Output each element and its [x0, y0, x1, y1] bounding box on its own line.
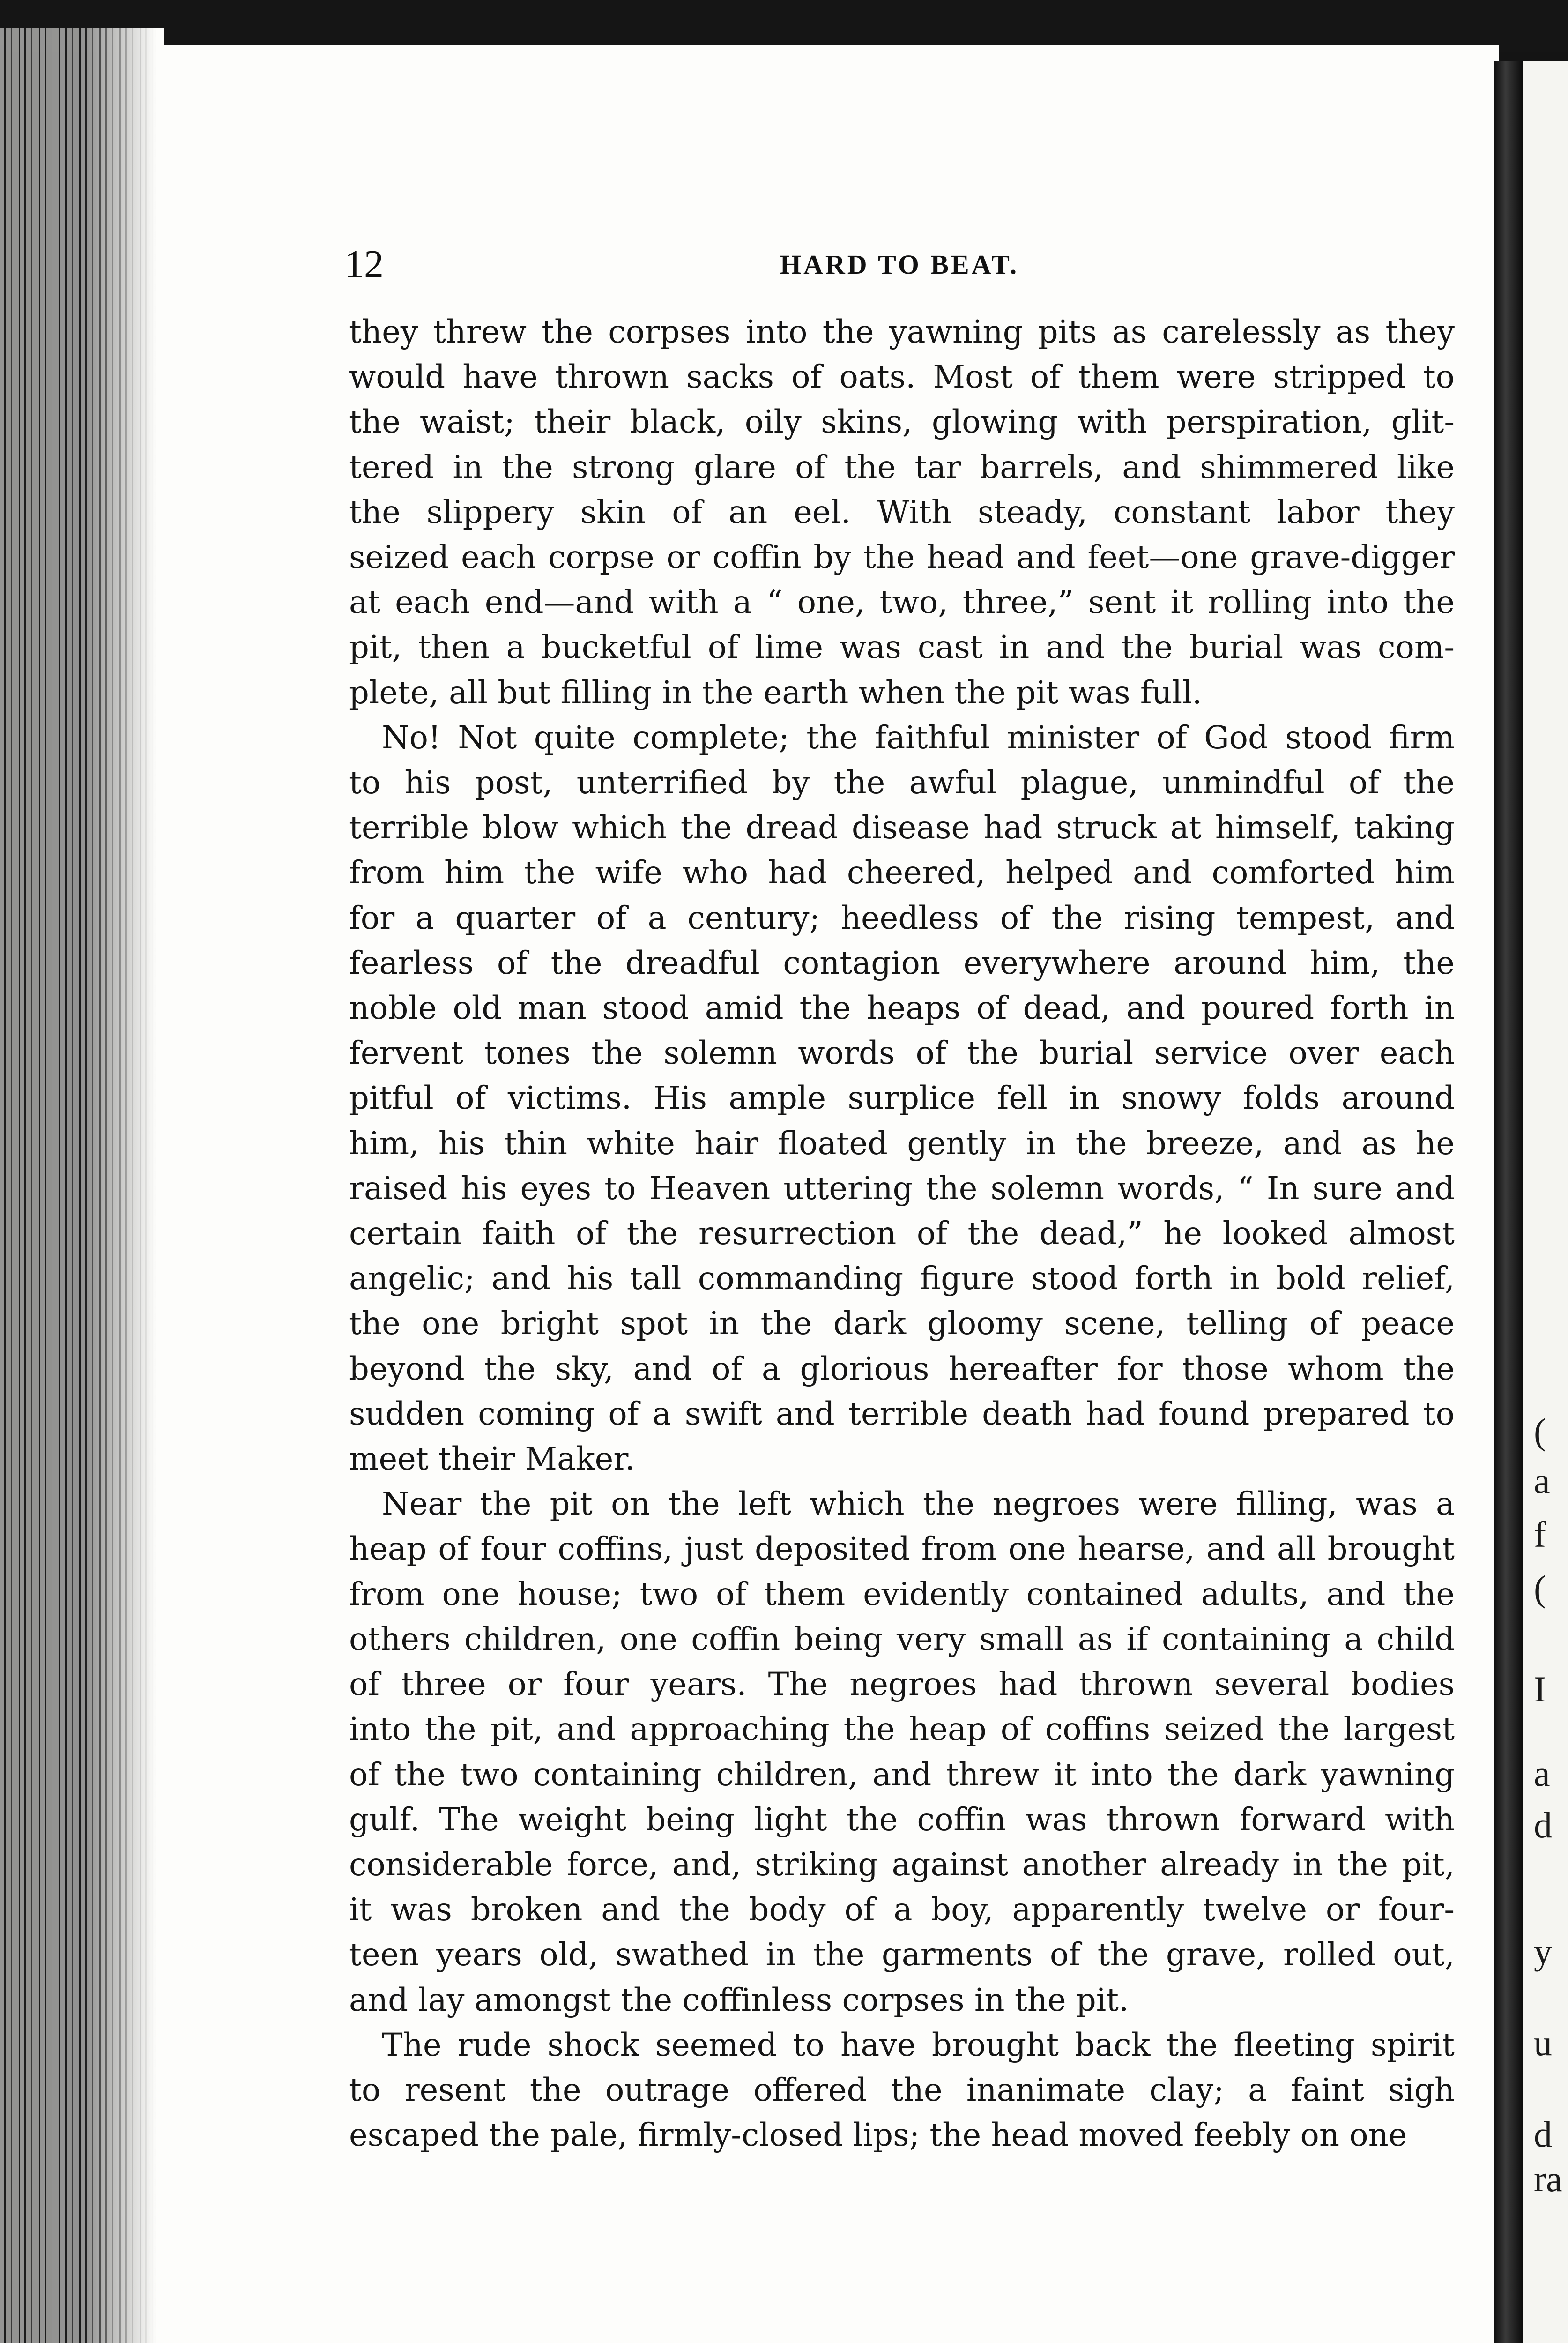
text-line: Near the pit on the left which the negroes were filling, was a [382, 1485, 1455, 1522]
text-line: pit, then a bucketful of lime was cast in and the burial was com- [349, 629, 1455, 666]
next-page-fragment: a [1534, 1753, 1550, 1794]
text-line: from one house; two of them evidently contained adults, and the [349, 1575, 1455, 1612]
text-line: beyond the sky, and of a glorious hereafter for those whom the [349, 1350, 1455, 1387]
text-line: the waist; their black, oily skins, glowing with perspiration, glit- [349, 403, 1455, 440]
running-head: HARD TO BEAT. [780, 249, 1019, 280]
text-line: for a quarter of a century; heedless of the rising tempest, and [349, 899, 1455, 936]
text-line: into the pit, and approaching the heap of coffins seized the largest [349, 1711, 1455, 1748]
text-line: pitful of victims. His ample surplice fell in snowy folds around [349, 1080, 1455, 1117]
page-gutter-shadow [1494, 61, 1523, 2343]
next-page-fragment: a [1534, 1460, 1550, 1501]
text-line: it was broken and the body of a boy, apparently twelve or four- [349, 1891, 1455, 1928]
paragraph [349, 715, 1455, 1481]
text-line: the slippery skin of an eel. With steady, constant labor they [349, 493, 1455, 530]
next-page-fragment: f [1534, 1514, 1546, 1555]
paragraph [349, 309, 1455, 715]
text-line: certain faith of the resurrection of the dead,” he looked almost [349, 1215, 1455, 1252]
text-line: to his post, unterrified by the awful plague, unmindful of the [349, 764, 1455, 801]
text-line: escaped the pale, firmly-closed lips; the head moved feebly on one [349, 2117, 1407, 2154]
next-page-fragment: d [1534, 2114, 1552, 2155]
paragraph [349, 1481, 1455, 2022]
next-page-fragment: ( [1534, 1411, 1546, 1452]
text-line: raised his eyes to Heaven uttering the solemn words, “ In sure and [349, 1170, 1455, 1207]
text-line: from him the wife who had cheered, helped and comforted him [349, 854, 1455, 891]
next-page-fragment: I [1534, 1669, 1546, 1709]
text-line: seized each corpse or coffin by the head and feet—one grave-digger [349, 539, 1455, 576]
page-header [344, 241, 1455, 293]
page-number: 12 [344, 242, 384, 286]
paragraph [349, 2022, 1455, 2158]
text-line: they threw the corpses into the yawning pits as carelessly as they [349, 313, 1455, 350]
text-line: him, his thin white hair floated gently in the breeze, and as he [349, 1125, 1455, 1162]
next-page-edge [1523, 61, 1568, 2343]
text-line: tered in the strong glare of the tar barrels, and shimmered like [349, 448, 1455, 485]
text-line: fearless of the dreadful contagion everywhere around him, the [349, 944, 1455, 981]
text-line: meet their Maker. [349, 1440, 635, 1477]
text-line: considerable force, and, striking against another already in the pit, [349, 1846, 1455, 1883]
text-line: angelic; and his tall commanding figure stood forth in bold relief, [349, 1260, 1455, 1297]
text-line: The rude shock seemed to have brought back the fleeting spirit [382, 2026, 1455, 2063]
text-line: No! Not quite complete; the faithful minister of God stood firm [382, 719, 1455, 756]
text-line: the one bright spot in the dark gloomy scene, telling of peace [349, 1305, 1455, 1342]
next-page-fragment: ( [1534, 1568, 1546, 1609]
body-text [349, 309, 1455, 2157]
text-line: noble old man stood amid the heaps of dead, and poured forth in [349, 990, 1455, 1027]
next-page-fragment: ra [1534, 2158, 1562, 2199]
text-line: and lay amongst the coffinless corpses in the pit. [349, 1981, 1129, 2018]
text-line: heap of four coffins, just deposited from one hearse, and all brought [349, 1530, 1455, 1567]
binding-shadow [84, 28, 164, 2343]
text-line: fervent tones the solemn words of the burial service over each [349, 1035, 1455, 1072]
text-line: sudden coming of a swift and terrible death had found prepared to [349, 1395, 1455, 1432]
text-line: of three or four years. The negroes had thrown several bodies [349, 1666, 1455, 1703]
text-line: gulf. The weight being light the coffin was thrown forward with [349, 1801, 1455, 1838]
text-line: at each end—and with a “ one, two, three,” sent it rolling into the [349, 584, 1455, 621]
scan-top-margin [0, 0, 1568, 52]
text-line: of the two containing children, and threw it into the dark yawning [349, 1756, 1455, 1793]
text-line: to resent the outrage offered the inanimate clay; a faint sigh [349, 2071, 1455, 2108]
text-line: others children, one coffin being very small as if containing a child [349, 1620, 1455, 1657]
text-line: terrible blow which the dread disease had struck at himself, taking [349, 809, 1455, 846]
text-line: plete, all but filling in the earth when the pit was full. [349, 674, 1202, 711]
text-line: teen years old, swathed in the garments of the grave, rolled out, [349, 1936, 1455, 1973]
next-page-fragment: d [1534, 1805, 1552, 1845]
text-line: would have thrown sacks of oats. Most of them were stripped to [349, 358, 1455, 395]
next-page-fragment: u [1534, 2022, 1552, 2063]
next-page-fragment: y [1534, 1931, 1552, 1972]
